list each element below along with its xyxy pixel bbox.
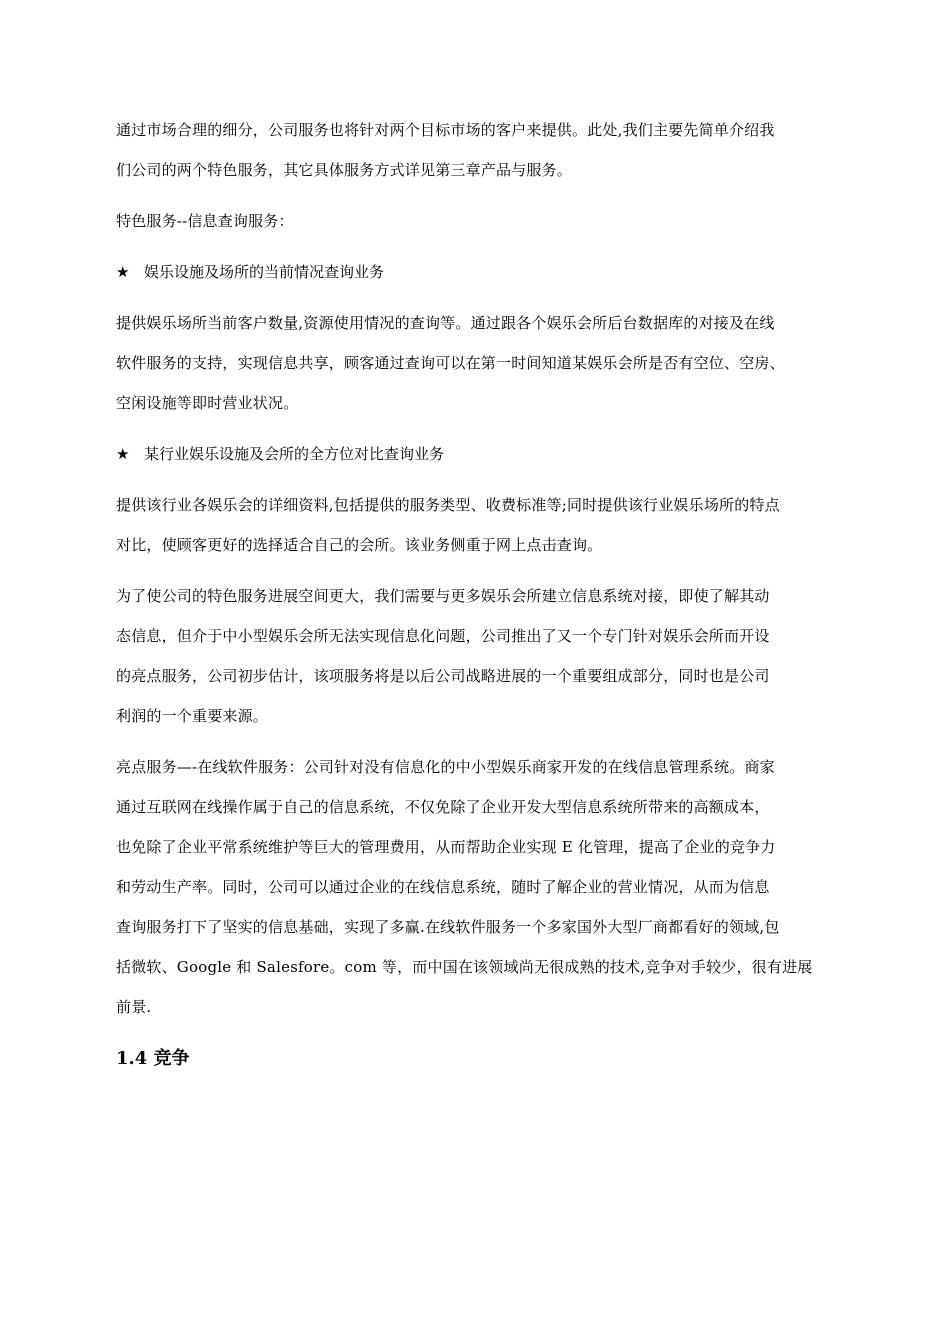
text-line: 亮点服务—-在线软件服务：公司针对没有信息化的中小型娱乐商家开发的在线信息管理系统。商家 bbox=[116, 758, 775, 776]
text-line: 括微软、Google 和 Salesfore。com 等，而中国在该领域尚无很成熟的技术,竞争对手较少，很有进展 bbox=[116, 958, 813, 976]
bullet-item-comparison-query bbox=[116, 434, 856, 474]
document-body bbox=[116, 110, 856, 1079]
text-line: 为了使公司的特色服务进展空间更大，我们需要与更多娱乐会所建立信息系统对接，即使了解其动 bbox=[116, 587, 770, 605]
text-line: 通过市场合理的细分，公司服务也将针对两个目标市场的客户来提供。此处,我们主要先简单介绍我 bbox=[116, 121, 775, 139]
text-line: 态信息，但介于中小型娱乐会所无法实现信息化问题，公司推出了又一个专门针对娱乐会所而开设 bbox=[116, 627, 770, 645]
intro-paragraph bbox=[116, 110, 856, 190]
text-line: 软件服务的支持，实现信息共享，顾客通过查询可以在第一时间知道某娱乐会所是否有空位、空房、 bbox=[116, 354, 785, 372]
feature-service-label bbox=[116, 201, 856, 241]
text-line: 查询服务打下了坚实的信息基础，实现了多赢.在线软件服务一个多家国外大型厂商都看好的领域,包 bbox=[116, 918, 780, 936]
text-line: 对比，使顾客更好的选择适合自己的会所。该业务侧重于网上点击查询。 bbox=[116, 536, 603, 554]
text-line: 通过互联网在线操作属于自己的信息系统，不仅免除了企业开发大型信息系统所带来的高额成本， bbox=[116, 798, 770, 816]
bullet-text: 娱乐设施及场所的当前情况查询业务 bbox=[144, 263, 385, 281]
text-line: 提供娱乐场所当前客户数量,资源使用情况的查询等。通过跟各个娱乐会所后台数据库的对接及在线 bbox=[116, 314, 775, 332]
section-heading: 1.4 竞争 bbox=[116, 1048, 190, 1069]
star-icon: ★ bbox=[116, 445, 130, 463]
bullet-item-realtime-query bbox=[116, 252, 856, 292]
text-line: 们公司的两个特色服务，其它具体服务方式详见第三章产品与服务。 bbox=[116, 161, 573, 179]
text-line: 和劳动生产率。同时，公司可以通过企业的在线信息系统，随时了解企业的营业情况，从而为信息 bbox=[116, 878, 770, 896]
realtime-query-description bbox=[116, 303, 856, 423]
comparison-query-description bbox=[116, 485, 856, 565]
text-line: 空闲设施等即时营业状况。 bbox=[116, 394, 299, 412]
text-line: 利润的一个重要来源。 bbox=[116, 707, 269, 725]
text-line: 的亮点服务，公司初步估计，该项服务将是以后公司战略进展的一个重要组成部分，同时也是公司 bbox=[116, 667, 770, 685]
text-line: 特色服务--信息查询服务： bbox=[116, 212, 294, 230]
star-icon: ★ bbox=[116, 263, 130, 281]
text-line: 前景. bbox=[116, 998, 152, 1016]
text-line: 也免除了企业平常系统维护等巨大的管理费用，从而帮助企业实现 E 化管理，提高了企业的竞争力 bbox=[116, 838, 776, 856]
text-line: 提供该行业各娱乐会的详细资料,包括提供的服务类型、收费标准等;同时提供该行业娱乐场所的特点 bbox=[116, 496, 780, 514]
highlight-service-paragraph bbox=[116, 747, 856, 1027]
expansion-paragraph bbox=[116, 576, 856, 736]
bullet-text: 某行业娱乐设施及会所的全方位对比查询业务 bbox=[144, 445, 445, 463]
